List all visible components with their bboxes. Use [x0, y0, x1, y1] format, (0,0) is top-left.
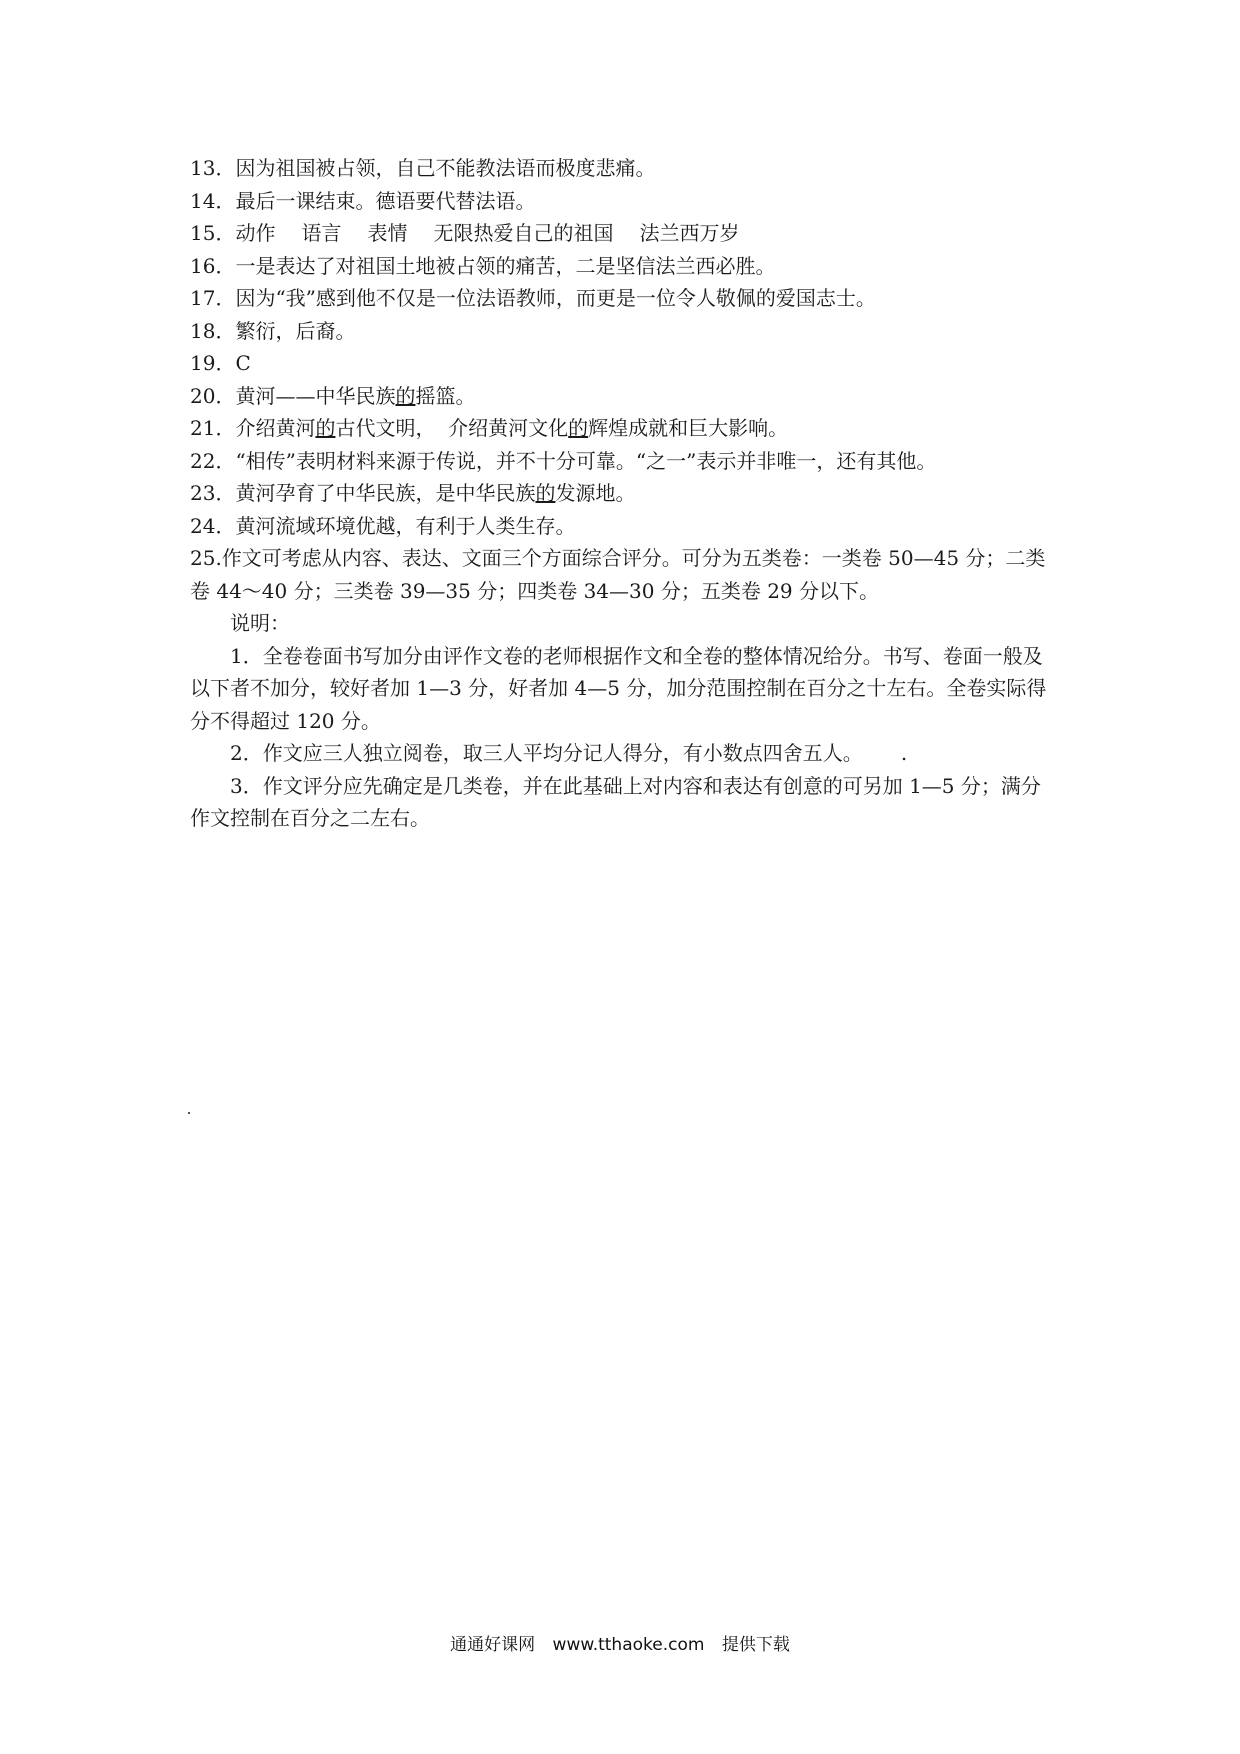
answer-15: [190, 217, 1060, 250]
answer-21: [190, 412, 1060, 445]
answer-15-item: 法兰西万岁: [639, 221, 740, 245]
answer-21-text: 21．介绍黄河: [190, 416, 316, 440]
note-3: 3．作文评分应先确定是几类卷，并在此基础上对内容和表达有创意的可另加 1—5 分；满分作文控制在百分之二左右。: [190, 773, 1041, 830]
answer-15-item: 语言: [301, 221, 342, 245]
underlined-word: 的: [315, 416, 336, 440]
answer-18: 18．繁衍，后裔。: [190, 318, 356, 343]
answer-23-text: 23．黄河孕育了中华民族，是中华民族: [190, 481, 536, 505]
answer-22: 22．“相传”表明材料来源于传说，并不十分可靠。“之一”表示并非唯一，还有其他。: [190, 448, 937, 473]
note-2: 2．作文应三人独立阅卷，取三人平均分记人得分，有小数点四舍五人。 .: [230, 741, 908, 765]
answer-15-item: 无限热爱自己的祖国: [433, 221, 614, 245]
answer-20-text: 20．黄河——中华民族: [190, 383, 396, 408]
answer-15-item: 动作: [235, 221, 276, 245]
answer-14: 14．最后一课结束。德语要代替法语。: [190, 188, 536, 213]
page-footer: [0, 1630, 1240, 1655]
answer-13: 13．因为祖国被占领，自己不能教法语而极度悲痛。: [190, 156, 656, 180]
answer-19: 19．C: [190, 351, 251, 375]
answer-16: 16．一是表达了对祖国土地被占领的痛苦，二是坚信法兰西必胜。: [190, 253, 776, 278]
notes-heading: 说明：: [230, 611, 290, 635]
answer-21-text: 辉煌成就和巨大影响。: [588, 416, 789, 440]
answer-15-number: 15．: [190, 221, 236, 245]
answer-24: 24．黄河流域环境优越，有利于人类生存。: [190, 513, 576, 538]
answer-20-text: 摇篮。: [415, 383, 476, 408]
scan-speck: [188, 1112, 190, 1114]
answer-17: 17．因为“我”感到他不仅是一位法语教师，而更是一位令人敬佩的爱国志士。: [190, 286, 876, 310]
answer-key: [190, 152, 1060, 835]
underlined-word: 的: [535, 481, 556, 505]
answer-23: [190, 477, 1060, 510]
answer-21-text: 古代文明， 介绍黄河文化: [335, 416, 569, 440]
footer-url: www.tthaoke.com: [552, 1635, 705, 1655]
answer-20: [190, 380, 1060, 413]
footer-site-name: 通通好课网: [450, 1635, 536, 1655]
answer-25: 25.作文可考虑从内容、表达、文面三个方面综合评分。可分为五类卷：一类卷 50—45 分；二类卷 44～40 分；三类卷 39—35 分；四类卷 34—30 分；五类卷 29 分以下。: [190, 546, 1046, 603]
footer-suffix: 提供下载: [721, 1635, 790, 1655]
underlined-word: 的: [395, 383, 416, 408]
note-1: 1．全卷卷面书写加分由评作文卷的老师根据作文和全卷的整体情况给分。书写、卷面一般及以下者不加分，较好者加 1—3 分，好者加 4—5 分，加分范围控制在百分之十左右。全卷实际得分不得超过 120 分。: [190, 643, 1047, 733]
underlined-word: 的: [568, 416, 589, 440]
answer-23-text: 发源地。: [555, 481, 636, 505]
answer-15-item: 表情: [367, 221, 408, 245]
